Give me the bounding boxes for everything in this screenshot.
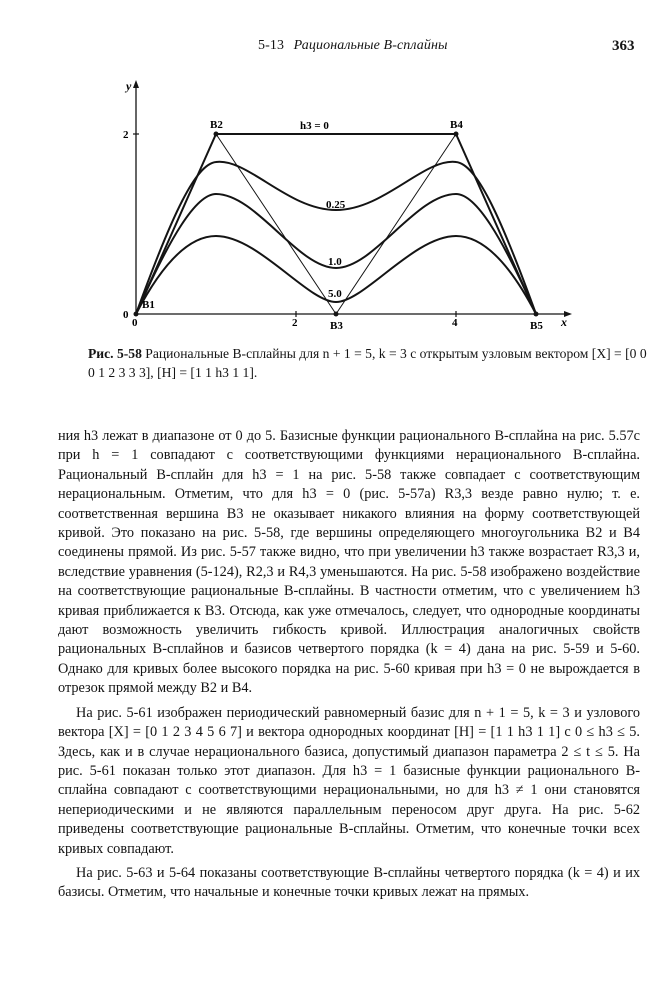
label-B4: B4 bbox=[450, 119, 463, 131]
x-tick-label-4: 4 bbox=[452, 317, 458, 329]
section-number: 5-13 bbox=[258, 38, 285, 53]
label-B3: B3 bbox=[330, 320, 343, 332]
curve-h3-5.0 bbox=[136, 236, 536, 314]
vertex-B3 bbox=[334, 312, 339, 317]
curve-label-0.25: 0.25 bbox=[326, 199, 346, 211]
section-title: Рациональные B-сплайны bbox=[293, 38, 448, 53]
x-tick-label-2: 2 bbox=[292, 317, 298, 329]
curve-label-h3-0: h3 = 0 bbox=[300, 120, 329, 132]
caption-text: Рациональные B-сплайны для n + 1 = 5, k = 3 с открытым узловым вектором [X] = [0 0 0 1 2 3 3 3], [H] = [1 1 h3 1 1]. bbox=[88, 346, 647, 380]
chart-svg bbox=[118, 72, 588, 342]
curve-label-5.0: 5.0 bbox=[328, 288, 342, 300]
running-head-title bbox=[258, 38, 448, 54]
body-text bbox=[58, 427, 640, 908]
running-head bbox=[0, 38, 666, 58]
caption-label: Рис. 5-58 bbox=[88, 346, 142, 361]
y-axis-arrow bbox=[133, 80, 139, 88]
curve-label-1.0: 1.0 bbox=[328, 256, 342, 268]
figure-caption bbox=[88, 344, 648, 382]
page-number: 363 bbox=[612, 38, 635, 54]
y-tick-label-2: 2 bbox=[123, 129, 129, 141]
y-axis-label: y bbox=[126, 79, 132, 93]
label-B1: B1 bbox=[142, 299, 155, 311]
defining-polygon bbox=[136, 134, 536, 314]
y-tick-label-0: 0 bbox=[123, 309, 129, 321]
label-B5: B5 bbox=[530, 320, 543, 332]
vertex-B2 bbox=[214, 132, 219, 137]
figure-5-58 bbox=[118, 72, 588, 342]
vertex-B4 bbox=[454, 132, 459, 137]
vertex-B1 bbox=[134, 312, 139, 317]
paragraph-3: На рис. 5-63 и 5-64 показаны соответствующие B-сплайны четвертого порядка (k = 4) и их базисы. Отметим, что начальные и конечные точки кривых лежат на прямых. bbox=[58, 864, 640, 901]
curve-h3-0 bbox=[136, 134, 536, 314]
paragraph-1: ния h3 лежат в диапазоне от 0 до 5. Базисные функции рационального B-сплайна на рис. 5.57c при h = 1 совпадают с соответствующими функциями нерационального B-сплайна. Рациональный B-сплайн для h3 = 1 на рис. 5-58 также совпадает с соответствующим нерациональным. Отметим, что для h3 = 0 (рис. 5-57a) R3,3 везде равно нулю; т. е. соответственная вершина B3 не оказывает никакого влияния на форму соответствующей кривой. Это показано на рис. 5-58, где вершины определяющего многоугольника B2 и B4 соединены прямой. Из рис. 5-57 также видно, что при увеличении h3 также возрастает R3,3 и, вследствие уравнения (5-124), R2,3 и R4,3 уменьшаются. На рис. 5-58 изображено воздействие на соответствующие рациональные B-сплайны. В частности отметим, что с увеличением h3 кривая приближается к B3. Отсюда, как уже отмечалось, следует, что однородные координаты дают возможность увеличить гибкость кривой. Иллюстрация аналогичных свойств рациональных B-сплайнов и базисов четвертого порядка (k = 4) дана на рис. 5-59 и 5-60. Однако для кривых более высокого порядка на рис. 5-60 кривая при h3 = 0 не вырождается в отрезок прямой между B2 и B4. bbox=[58, 428, 640, 697]
label-B2: B2 bbox=[210, 119, 223, 131]
x-tick-label-0: 0 bbox=[132, 317, 138, 329]
paragraph-2: На рис. 5-61 изображен периодический равномерный базис для n + 1 = 5, k = 3 и узлового вектора [X] = [0 1 2 3 4 5 6 7] и вектора однородных координат [H] = [1 1 h3 1 1] с 0 ≤ h3 ≤ 5. Здесь, как и в случае нерационального базиса, допустимый диапазон параметра 2 ≤ t ≤ 5. На рис. 5-61 показан только этот диапазон. Для h3 = 1 базисные функции рационального B-сплайна совпадают с соответствующими нерациональными, но для h3 ≠ 1 они становятся непериодическими и не являются параллельным переносом друг друга. На рис. 5-62 приведены соответствующие рациональные B-сплайны. Отметим, что конечные точки всех кривых совпадают. bbox=[58, 704, 640, 857]
vertex-B5 bbox=[534, 312, 539, 317]
x-axis-label: x bbox=[561, 315, 567, 329]
